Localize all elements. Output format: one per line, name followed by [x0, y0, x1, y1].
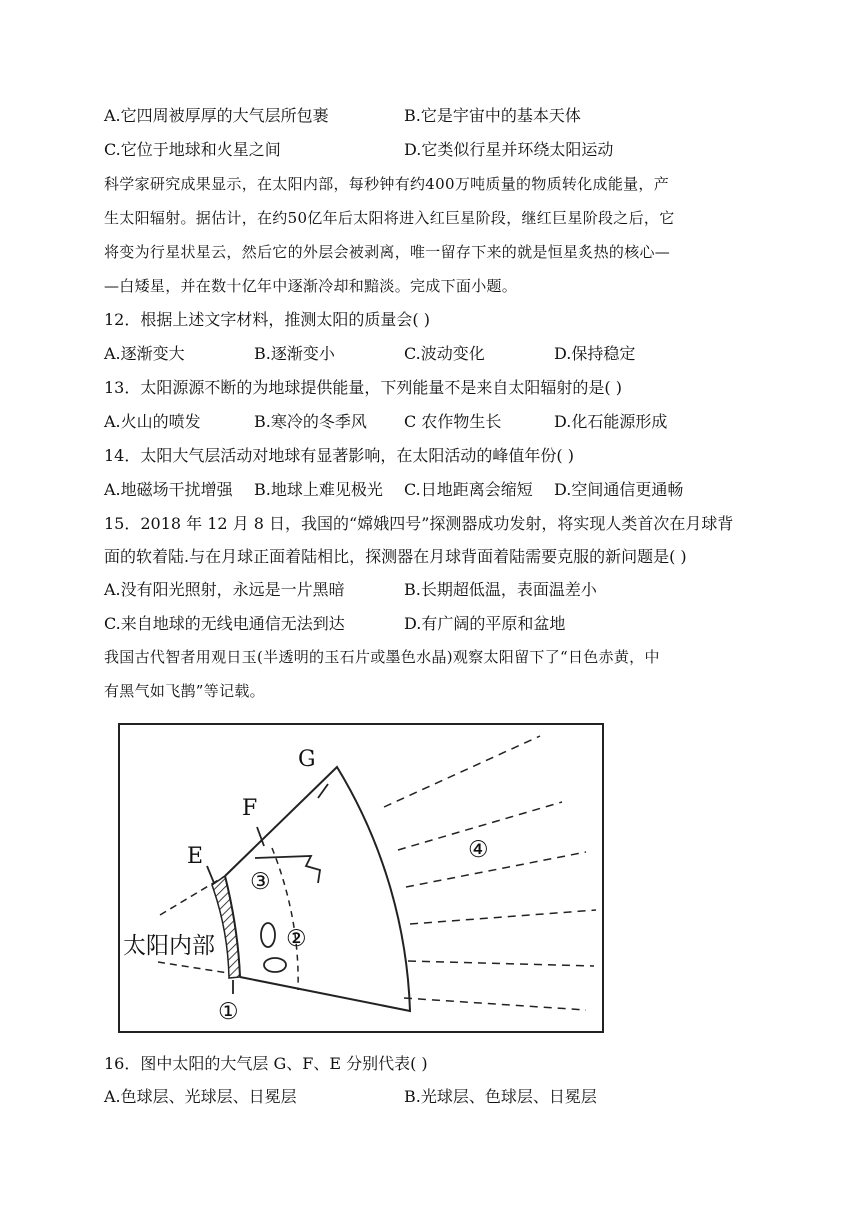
marker-2: ② [286, 926, 307, 952]
label-g: G [298, 747, 316, 772]
passage1-line: 科学家研究成果显示，在太阳内部，每秒钟有约400万吨质量的物质转化成能量，产 [104, 175, 670, 193]
q11-option-b: B.它是宇宙中的基本天体 [404, 106, 581, 125]
q16-option-a: A.色球层、光球层、日冕层 [104, 1087, 297, 1106]
marker-3: ③ [250, 869, 271, 895]
marker-1: ① [218, 999, 239, 1025]
label-sun-interior: 太阳内部 [123, 933, 215, 959]
label-e: E [187, 844, 204, 869]
q13-option-c: C 农作物生长 [404, 412, 502, 431]
q15-option-d: D.有广阔的平原和盆地 [404, 614, 566, 633]
passage1-line: 将变为行星状星云，然后它的外层会被剥离，唯一留存下来的就是恒星炙热的核心— [104, 243, 671, 261]
q12-option-d: D.保持稳定 [554, 344, 636, 363]
q14-option-d: D.空间通信更通畅 [554, 480, 684, 499]
q15-option-b: B.长期超低温，表面温差小 [404, 580, 597, 599]
marker-4: ④ [468, 837, 489, 863]
q15-option-c: C.来自地球的无线电通信无法到达 [104, 614, 345, 633]
q12-option-a: A.逐渐变大 [104, 344, 185, 363]
passage2-line: 我国古代智者用观日玉(半透明的玉石片或墨色水晶)观察太阳留下了“日色赤黄，中 [104, 648, 660, 666]
passage1-line: —白矮星，并在数十亿年中逐渐冷却和黯淡。完成下面小题。 [104, 277, 518, 295]
q13-option-a: A.火山的喷发 [104, 412, 201, 431]
q15-stem-line1: 15．2018 年 12 月 8 日，我国的“嫦娥四号”探测器成功发射，将实现人类首次在月球背 [104, 514, 734, 533]
q14-option-b: B.地球上难见极光 [254, 480, 383, 499]
q12-option-b: B.逐渐变小 [254, 344, 335, 363]
figure-frame [119, 724, 603, 1032]
q11-option-a: A.它四周被厚厚的大气层所包裹 [104, 106, 329, 125]
q14-stem: 14．太阳大气层活动对地球有显著影响，在太阳活动的峰值年份( ) [104, 446, 574, 465]
passage1-line: 生太阳辐射。据估计，在约50亿年后太阳将进入红巨星阶段，继红巨星阶段之后，它 [104, 209, 675, 227]
q15-option-a: A.没有阳光照射，永远是一片黑暗 [104, 580, 345, 599]
q13-stem: 13．太阳源源不断的为地球提供能量，下列能量不是来自太阳辐射的是( ) [104, 378, 622, 397]
passage2-line: 有黑气如飞鹊”等记载。 [104, 682, 265, 700]
q14-option-c: C.日地距离会缩短 [404, 480, 533, 499]
q12-stem: 12．根据上述文字材料，推测太阳的质量会( ) [104, 310, 430, 329]
label-f: F [242, 796, 258, 821]
q15-stem-line2: 面的软着陆.与在月球正面着陆相比，探测器在月球背面着陆需要克服的新问题是( ) [104, 547, 687, 566]
q12-option-c: C.波动变化 [404, 344, 485, 363]
q16-stem: 16．图中太阳的大气层 G、F、E 分别代表( ) [104, 1054, 428, 1073]
q14-option-a: A.地磁场干扰增强 [104, 480, 233, 499]
q13-option-b: B.寒冷的冬季风 [254, 412, 367, 431]
q16-option-b: B.光球层、色球层、日冕层 [404, 1087, 597, 1106]
q11-option-d: D.它类似行星并环绕太阳运动 [404, 140, 614, 159]
q11-option-c: C.它位于地球和火星之间 [104, 140, 281, 159]
q13-option-d: D.化石能源形成 [554, 412, 668, 431]
